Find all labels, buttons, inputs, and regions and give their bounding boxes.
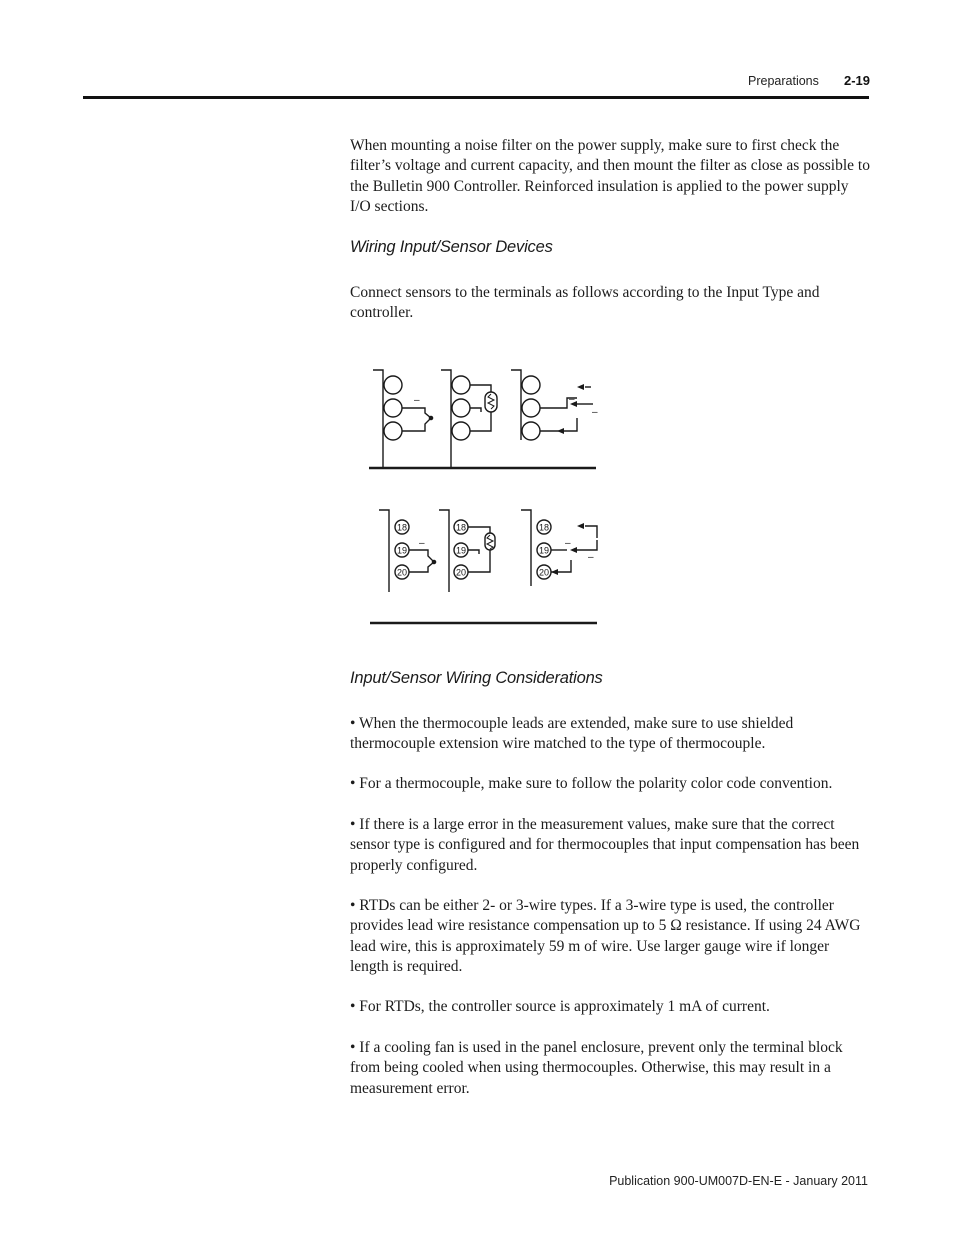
terminal-19-label: 19 bbox=[396, 545, 408, 556]
minus-label: – bbox=[419, 538, 425, 549]
wiring-paragraph: Connect sensors to the terminals as follows according to the Input Type and controller. bbox=[350, 284, 820, 322]
terminal-20-label: 20 bbox=[396, 567, 408, 578]
analog-terminal-block-numbered bbox=[521, 510, 597, 586]
minus-label: – bbox=[565, 538, 571, 549]
header-rule bbox=[83, 96, 869, 99]
header-section-title: Preparations bbox=[748, 74, 819, 88]
wiring-heading: Wiring Input/Sensor Devices bbox=[350, 238, 553, 256]
bullet-item: • RTDs can be either 2- or 3-wire types. If a 3-wire type is used, the controller provides lead wire resistance compensation up to 5 Ω resistance. If using 24 AWG lead wire, this is approximately 59 m of wire. Use larger gauge wire if longer length is required. bbox=[350, 897, 861, 975]
thermocouple-terminal-block-numbered bbox=[379, 510, 436, 592]
thermocouple-terminal-block-top bbox=[373, 370, 433, 468]
page-number: 2-19 bbox=[844, 73, 871, 88]
bullet-item: • If there is a large error in the measurement values, make sure that the correct sensor type is configured and for thermocouples that input compensation has been properly configured. bbox=[350, 816, 860, 874]
considerations-heading: Input/Sensor Wiring Considerations bbox=[350, 669, 603, 687]
terminal-18-label: 18 bbox=[396, 522, 408, 533]
minus-label: – bbox=[569, 394, 575, 405]
minus-label: – bbox=[414, 395, 420, 406]
rtd-terminal-block-numbered bbox=[439, 510, 495, 592]
publication-footer: Publication 900-UM007D-EN-E - January 2011 bbox=[609, 1174, 868, 1188]
terminal-18-label: 18 bbox=[455, 522, 467, 533]
intro-paragraph: When mounting a noise filter on the power supply, make sure to first check the filter’s voltage and current capacity, and then mount the filter as close as possible to the Bulletin 900 Controller. Reinforced insulation is applied to the power supply I/O sections. bbox=[350, 137, 870, 215]
terminal-19-label: 19 bbox=[538, 545, 550, 556]
bullet-item: • If a cooling fan is used in the panel enclosure, prevent only the terminal block from being cooled when using thermocouples. Otherwise, this may result in a measurement error. bbox=[350, 1039, 843, 1097]
bullet-item: • When the thermocouple leads are extended, make sure to use shielded thermocouple extension wire matched to the type of thermocouple. bbox=[350, 715, 794, 753]
minus-label: – bbox=[592, 407, 598, 418]
rtd-terminal-block-top bbox=[441, 370, 497, 468]
analog-terminal-block-top bbox=[511, 370, 598, 440]
terminal-20-label: 20 bbox=[455, 567, 467, 578]
minus-label: – bbox=[588, 552, 594, 563]
sensor-wiring-diagram bbox=[345, 360, 605, 630]
bullet-item: • For RTDs, the controller source is approximately 1 mA of current. bbox=[350, 998, 770, 1015]
terminal-20-label: 20 bbox=[538, 567, 550, 578]
terminal-18-label: 18 bbox=[538, 522, 550, 533]
bullet-item: • For a thermocouple, make sure to follow the polarity color code convention. bbox=[350, 775, 833, 792]
terminal-19-label: 19 bbox=[455, 545, 467, 556]
